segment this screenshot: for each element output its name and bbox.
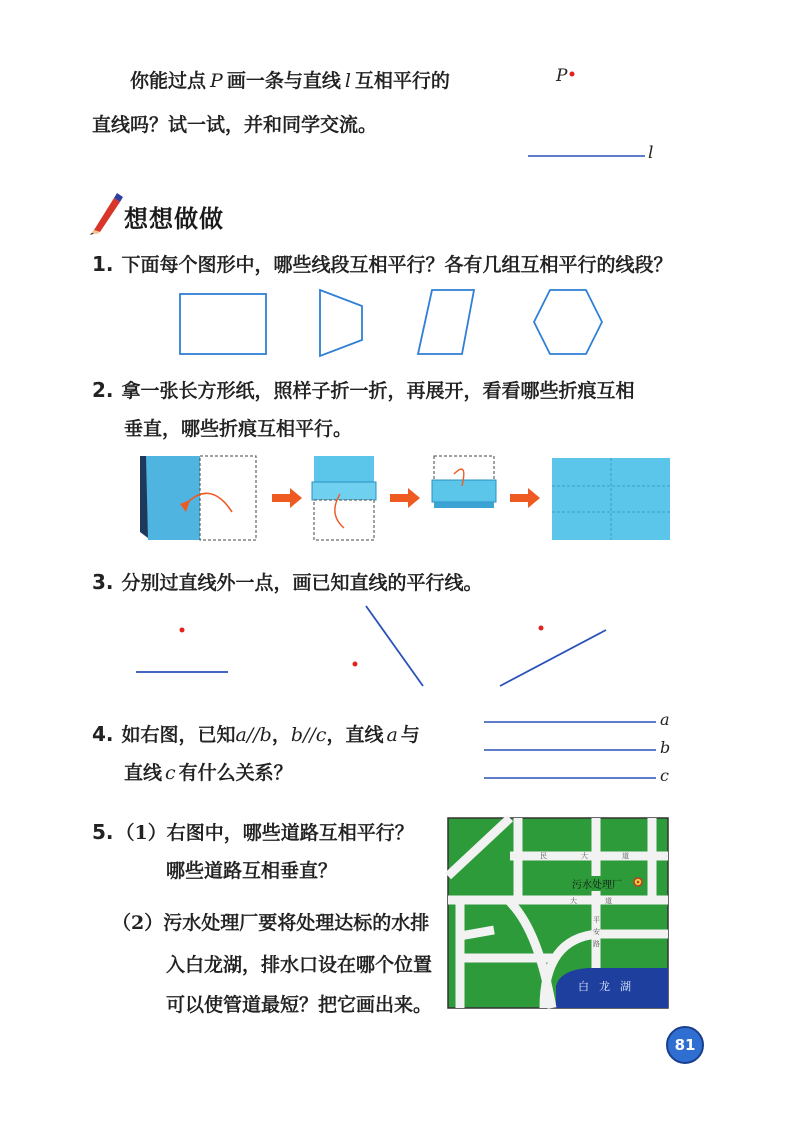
lake-char-3: 湖 — [620, 980, 641, 993]
road-char: 民 — [540, 852, 581, 860]
line-b-label: b — [660, 738, 671, 757]
lake-char-2: 龙 — [599, 980, 620, 993]
intro-text: 互相平行的 — [354, 70, 450, 92]
q3-number: 3. — [92, 570, 114, 594]
q5-part-2-label: （2） — [112, 912, 164, 934]
q4-text: 直线 — [124, 762, 163, 784]
intro-line-2: 直线吗？试一试，并和同学交流。 — [92, 114, 378, 136]
q4-rel-1: a//b — [235, 724, 272, 746]
q5-part-2-line-1 — [112, 910, 429, 937]
map-road-label-top — [540, 851, 663, 861]
q5-part-1-text: 右图中，哪些道路互相平行？ — [166, 822, 414, 844]
q4-var-a: a — [386, 724, 398, 746]
line-c-label: c — [660, 766, 669, 785]
q1-number: 1. — [92, 252, 114, 276]
road-char: 道 — [605, 897, 640, 905]
page-number: 81 — [666, 1026, 704, 1064]
road-char: 路 — [593, 940, 600, 948]
road-char: 安 — [593, 928, 600, 936]
q5-part-1-label: （1） — [115, 822, 167, 844]
q5-part-1-line-2: 哪些道路互相垂直？ — [166, 860, 338, 882]
figure-point-p-label: P — [556, 66, 568, 86]
q5-part-1-line-1 — [92, 818, 414, 847]
q4-text: 与 — [400, 724, 420, 746]
map-road-label-right — [593, 914, 601, 950]
lake-char-1: 白 — [578, 980, 599, 993]
q2-text-1: 拿一张长方形纸，照样子折一折，再展开，看看哪些折痕互相 — [121, 380, 635, 402]
intro-text: 你能过点 — [130, 70, 207, 92]
road-char: 大 — [570, 897, 605, 905]
point-p-label: P — [210, 70, 223, 92]
q5-part-2-line-2: 入白龙湖，排水口设在哪个位置 — [166, 954, 433, 976]
q4-number: 4. — [92, 722, 114, 746]
q5-part-2-text: 污水处理厂要将处理达标的水排 — [163, 912, 430, 934]
road-char: 平 — [593, 916, 600, 924]
q2-line-2: 垂直，哪些折痕互相平行。 — [124, 418, 353, 440]
intro-text: 画一条与直线 — [226, 70, 341, 92]
q4-rel-2: b//c — [290, 724, 327, 746]
q5-number: 5. — [92, 820, 114, 844]
q2-number: 2. — [92, 378, 114, 402]
figure-line-l-label: l — [648, 143, 654, 163]
q4-comma: ， — [271, 724, 291, 746]
q5-part-2-line-3: 可以使管道最短？把它画出来。 — [166, 994, 433, 1016]
map-lake-label — [578, 978, 641, 994]
q4-text: ，直线 — [326, 724, 384, 746]
q4-var-c: c — [165, 762, 176, 784]
q4-text: 有什么关系？ — [178, 762, 293, 784]
line-l-label: l — [344, 70, 351, 92]
road-char: 道 — [622, 852, 663, 860]
q3-text: 分别过直线外一点，画已知直线的平行线。 — [121, 572, 483, 594]
road-left-branch — [460, 930, 494, 936]
line-a-label: a — [660, 710, 670, 729]
map-factory-label: 污水处理厂 — [572, 876, 622, 891]
q1-text: 下面每个图形中，哪些线段互相平行？各有几组互相平行的线段？ — [121, 254, 673, 276]
section-title: 想想做做 — [124, 205, 224, 233]
q4-text: 如右图，已知 — [121, 724, 236, 746]
map-road-label-mid — [570, 896, 640, 906]
road-char: 大 — [581, 852, 622, 860]
